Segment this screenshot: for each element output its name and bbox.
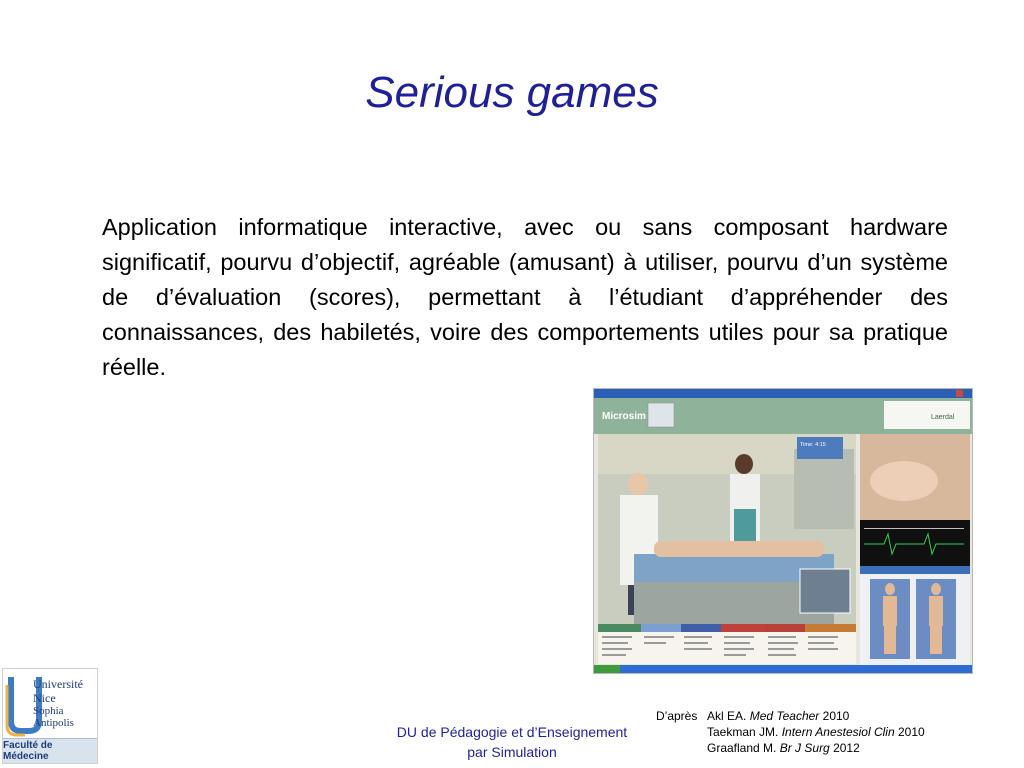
- svg-text:Time: 4:15: Time: 4:15: [800, 442, 826, 448]
- logo-line-2: Nice: [33, 691, 56, 705]
- logo-line-1: Université: [33, 677, 83, 691]
- serious-game-screenshot: [593, 388, 973, 674]
- ecg-monitor: [860, 520, 970, 566]
- footer-line-2: par Simulation: [467, 744, 557, 760]
- taskbar: [594, 665, 973, 674]
- app-name: Microsim: [602, 411, 646, 422]
- course-footer: [380, 722, 644, 762]
- university-logo: [2, 668, 98, 764]
- slide-title: Serious games: [365, 68, 659, 117]
- brand-logo-text: Laerdal: [931, 414, 955, 421]
- control-panel: [648, 403, 674, 427]
- logo-faculty: Faculté de Médecine: [3, 738, 97, 763]
- clock-display: [797, 437, 843, 459]
- serious-game-illustration: [594, 389, 973, 674]
- slide-body-text: Application informatique interactive, avec ou sans composant hardware significatif, pourvu d’objectif, agréable (amusant) à utiliser, pourvu d’un système de d’évaluation (scores), permettant à l’étudiant d’appréhender des connaissances, des habiletés, voire des comportements utiles pour sa pratique réelle.: [102, 214, 948, 380]
- start-button: [594, 665, 620, 674]
- patient-figure: [654, 541, 824, 557]
- references-prefix: D’après: [656, 709, 698, 723]
- reference-item: Akl EA. Med Teacher 2010: [707, 709, 850, 723]
- logo-line-3: Sophia Antipolis: [33, 705, 74, 729]
- close-icon: [956, 390, 963, 397]
- window-titlebar: [594, 389, 973, 398]
- footer-line-1: DU de Pédagogie et d’Enseignement: [396, 724, 628, 740]
- reference-item: Taekman JM. Intern Anestesiol Clin 2010: [707, 725, 925, 739]
- brand-area: [884, 401, 970, 429]
- reference-item: Graafland M. Br J Surg 2012: [707, 741, 860, 755]
